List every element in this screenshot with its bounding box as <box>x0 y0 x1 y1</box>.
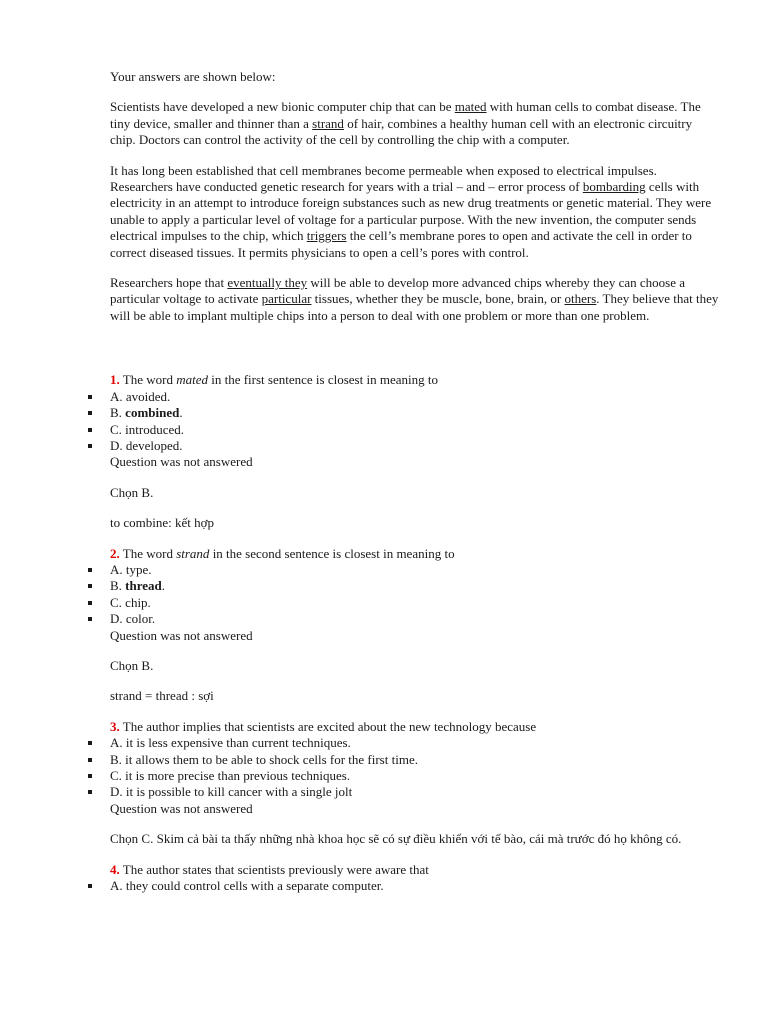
question-number: 3. <box>110 718 120 734</box>
question-3 <box>110 719 720 848</box>
passage-paragraph-3: Researchers hope that eventually they will be able to develop more advanced chips whereby they can choose a particular voltage to activate particular tissues, whether they be muscle, bone, brain, or others. They believe that they will be able to implant multiple chips into a person to deal with one problem or more than one problem. <box>110 275 719 323</box>
option-d[interactable]: D. color. <box>110 611 720 627</box>
option-d[interactable]: D. developed. <box>110 438 720 454</box>
answer-note: to combine: kết hợp <box>110 515 214 531</box>
option-a[interactable]: A. avoided. <box>110 389 720 405</box>
question-4-options <box>110 878 720 894</box>
question-3-options <box>110 735 720 801</box>
option-d[interactable]: D. it is possible to kill cancer with a single jolt <box>110 784 720 800</box>
question-4 <box>110 862 720 895</box>
document-page <box>110 69 720 894</box>
underlined-word-eventually-they: eventually they <box>227 275 308 291</box>
answer-explanation: Chọn B. <box>110 657 154 673</box>
question-2-options <box>110 562 720 628</box>
option-c[interactable]: C. chip. <box>110 595 720 611</box>
option-a[interactable]: A. type. <box>110 562 720 578</box>
option-c[interactable]: C. it is more precise than previous techniques. <box>110 768 720 784</box>
question-1-stem: 1. The word mated in the first sentence is closest in meaning to <box>110 372 438 388</box>
question-4-stem: 4. The author states that scientists previously were aware that <box>110 861 429 877</box>
underlined-word-triggers: triggers <box>306 228 347 244</box>
answer-explanation: Chọn C. Skim cả bài ta thấy những nhà khoa học sẽ có sự điều khiển với tế bào, cái mà trước đó họ không có. <box>110 831 682 847</box>
passage-paragraph-2: It has long been established that cell membranes become permeable when exposed to electrical impulses. Researchers have conducted genetic research for years with a trial – and – error process of bombarding cells with electricity in an attempt to introduce foreign substances such as new drug treatments or genetic material. They were unable to apply a particular level of voltage for a particular purpose. With the new invention, the computer sends electrical impulses to the chip, which triggers the cell’s membrane pores to open and activate the cell in order to correct diseased tissues. It permits physicians to open a cell’s pores with control. <box>110 162 712 260</box>
answer-status: Question was not answered <box>110 454 253 470</box>
answer-status: Question was not answered <box>110 800 253 816</box>
question-1 <box>110 372 720 531</box>
question-number: 4. <box>110 861 120 877</box>
option-b[interactable]: B. it allows them to be able to shock cells for the first time. <box>110 752 720 768</box>
question-3-stem: 3. The author implies that scientists are excited about the new technology because <box>110 718 537 734</box>
underlined-word-strand: strand <box>312 115 344 131</box>
question-2 <box>110 546 720 705</box>
underlined-word-particular: particular <box>261 291 312 307</box>
option-a[interactable]: A. they could control cells with a separate computer. <box>110 878 720 894</box>
underlined-word-others: others <box>564 291 597 307</box>
underlined-word-bombarding: bombarding <box>582 179 646 195</box>
answer-note: strand = thread : sợi <box>110 688 214 704</box>
option-c[interactable]: C. introduced. <box>110 422 720 438</box>
answer-status: Question was not answered <box>110 627 253 643</box>
underlined-word-mated: mated <box>454 99 487 115</box>
answers-header: Your answers are shown below: <box>110 69 276 84</box>
question-number: 2. <box>110 545 120 561</box>
option-b[interactable]: B. thread. <box>110 578 720 594</box>
question-1-options <box>110 389 720 455</box>
option-b[interactable]: B. combined. <box>110 405 720 421</box>
passage-paragraph-1: Scientists have developed a new bionic computer chip that can be mated with human cells to combat disease. The tiny device, smaller and thinner than a strand of hair, combines a healthy human cell with an electronic circuitry chip. Doctors can control the activity of the cell by controlling the chip with a computer. <box>110 99 701 148</box>
question-number: 1. <box>110 372 120 388</box>
question-2-stem: 2. The word strand in the second sentence is closest in meaning to <box>110 545 455 561</box>
answer-explanation: Chọn B. <box>110 484 154 500</box>
option-a[interactable]: A. it is less expensive than current techniques. <box>110 735 720 751</box>
